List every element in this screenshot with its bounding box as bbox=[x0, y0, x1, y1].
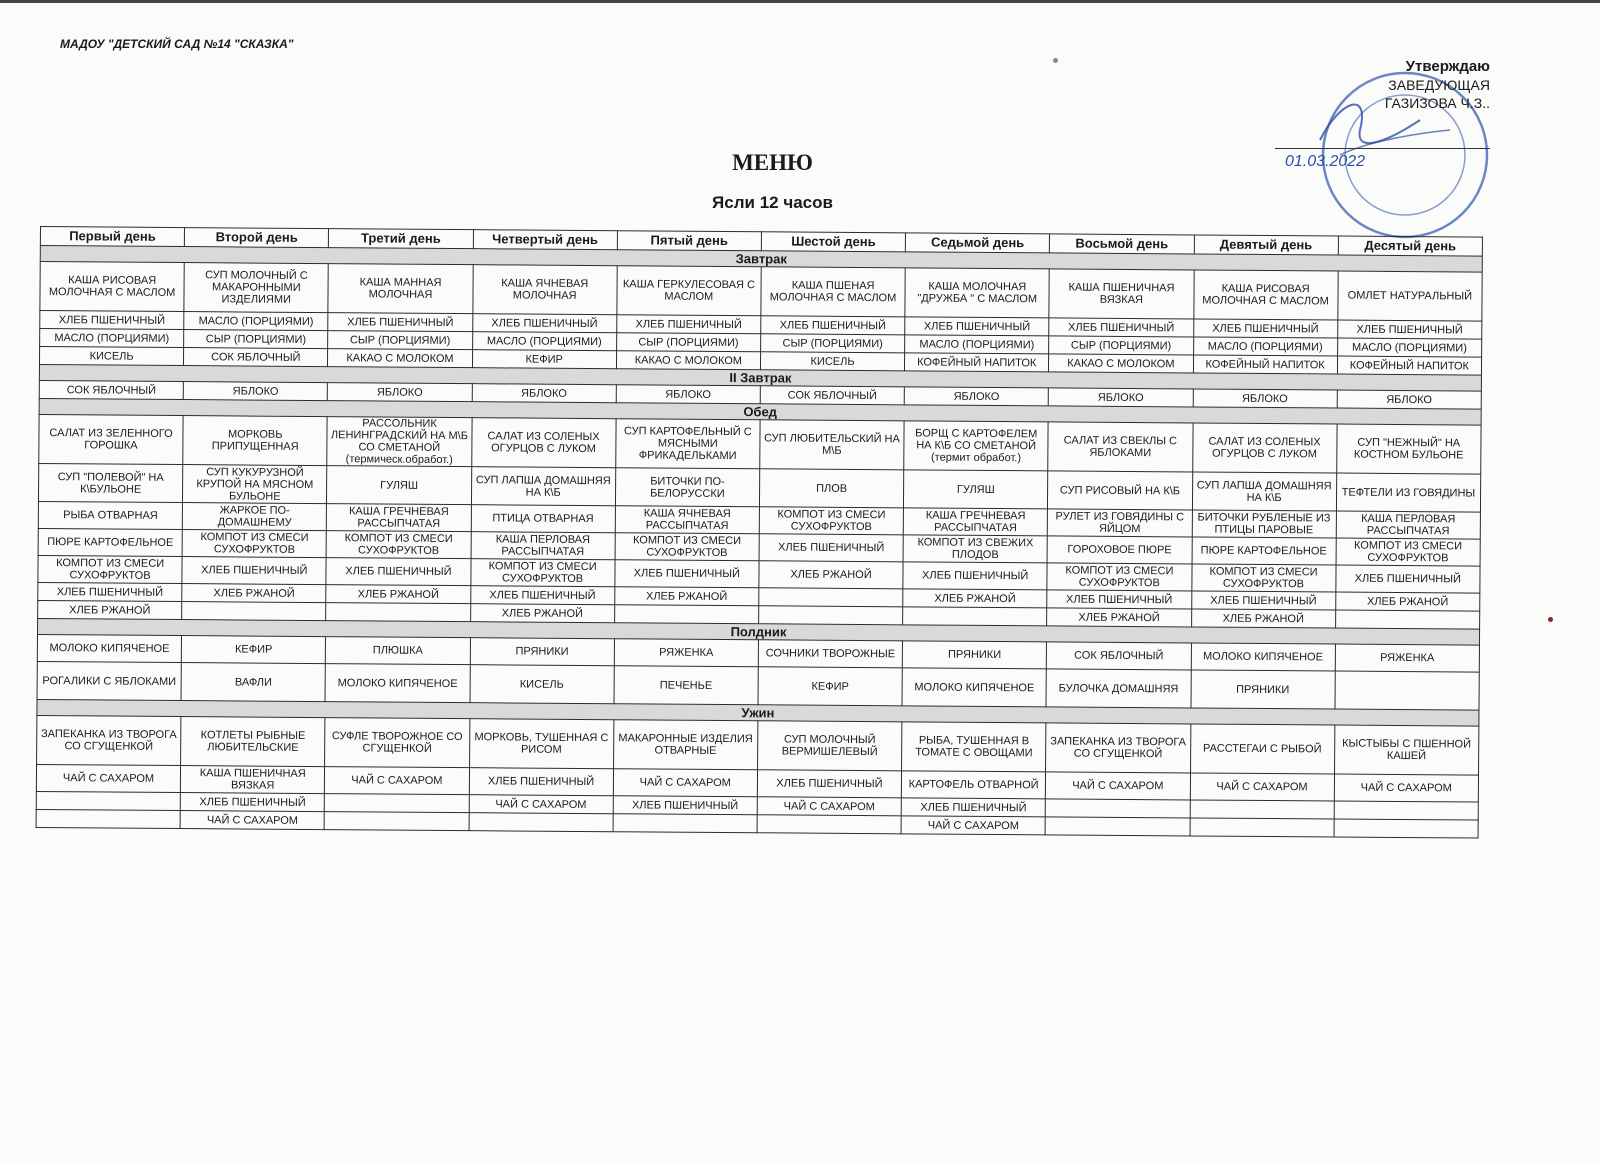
day-header: Четвертый день bbox=[473, 230, 617, 250]
menu-cell: КОМПОТ ИЗ СМЕСИ СУХОФРУКТОВ bbox=[182, 530, 326, 558]
menu-cell: КЫСТЫБЫ С ПШЕННОЙ КАШЕЙ bbox=[1334, 725, 1479, 775]
menu-cell: СУП МОЛОЧНЫЙ С МАКАРОННЫМИ ИЗДЕЛИЯМИ bbox=[184, 263, 329, 313]
menu-cell: ХЛЕБ ПШЕНИЧНЫЙ bbox=[40, 311, 184, 330]
menu-cell: КАША ЯЧНЕВАЯ РАССЫПЧАТАЯ bbox=[615, 506, 759, 534]
scan-speck bbox=[1548, 617, 1553, 622]
menu-cell bbox=[903, 607, 1047, 626]
menu-cell: СУП "НЕЖНЫЙ" НА КОСТНОМ БУЛЬОНЕ bbox=[1336, 424, 1481, 474]
menu-cell: КЕФИР bbox=[758, 667, 902, 706]
menu-cell: ХЛЕБ ПШЕНИЧНЫЙ bbox=[757, 770, 901, 798]
menu-cell: РЯЖЕНКА bbox=[1335, 644, 1480, 672]
menu-cell: СЫР (ПОРЦИЯМИ) bbox=[1049, 336, 1193, 355]
menu-cell: САЛАТ ИЗ СОЛЕНЫХ ОГУРЦОВ С ЛУКОМ bbox=[1192, 423, 1337, 473]
menu-cell: КИСЕЛЬ bbox=[39, 347, 183, 366]
day-header: Десятый день bbox=[1338, 236, 1482, 256]
menu-cell: КЕФИР bbox=[181, 636, 325, 664]
menu-cell: МАСЛО (ПОРЦИЯМИ) bbox=[1193, 337, 1337, 356]
menu-cell: КАША ГЕРКУЛЕСОВАЯ С МАСЛОМ bbox=[617, 266, 762, 316]
menu-cell: СЫР (ПОРЦИЯМИ) bbox=[761, 334, 905, 353]
menu-cell: ЯБЛОКО bbox=[1049, 388, 1193, 407]
menu-cell: ЯБЛОКО bbox=[328, 383, 472, 402]
day-header: Восьмой день bbox=[1050, 234, 1194, 254]
menu-cell: РОГАЛИКИ С ЯБЛОКАМИ bbox=[37, 661, 181, 700]
menu-cell: ХЛЕБ ПШЕНИЧНЫЙ bbox=[901, 798, 1045, 817]
day-header: Первый день bbox=[40, 227, 184, 247]
menu-cell: ЯБЛОКО bbox=[904, 387, 1048, 406]
approval-label: Утверждаю bbox=[1405, 58, 1490, 75]
menu-cell: ХЛЕБ РЖАНОЙ bbox=[182, 584, 326, 603]
menu-cell: КОФЕЙНЫЙ НАПИТОК bbox=[1337, 356, 1481, 375]
menu-cell: ЯБЛОКО bbox=[472, 384, 616, 403]
menu-cell: ПЕЧЕНЬЕ bbox=[614, 666, 758, 705]
menu-cell: ОМЛЕТ НАТУРАЛЬНЫЙ bbox=[1338, 271, 1483, 321]
menu-cell: ЧАЙ С САХАРОМ bbox=[469, 795, 613, 814]
menu-body bbox=[36, 246, 1482, 839]
page-title: МЕНЮ bbox=[732, 150, 813, 175]
menu-cell: САЛАТ ИЗ СВЕКЛЫ С ЯБЛОКАМИ bbox=[1048, 422, 1193, 472]
menu-cell: ЧАЙ С САХАРОМ bbox=[180, 811, 324, 830]
day-header: Третий день bbox=[329, 229, 473, 249]
menu-cell: ХЛЕБ ПШЕНИЧНЫЙ bbox=[182, 557, 326, 585]
menu-cell: МАСЛО (ПОРЦИЯМИ) bbox=[472, 332, 616, 351]
menu-cell bbox=[326, 603, 470, 622]
menu-cell: ВАФЛИ bbox=[181, 663, 325, 702]
menu-cell: КАША ЯЧНЕВАЯ МОЛОЧНАЯ bbox=[472, 265, 617, 315]
approval-block bbox=[1285, 58, 1490, 170]
menu-cell: ХЛЕБ РЖАНОЙ bbox=[759, 561, 903, 589]
menu-cell: КОМПОТ ИЗ СМЕСИ СУХОФРУКТОВ bbox=[38, 555, 182, 583]
menu-cell: ХЛЕБ ПШЕНИЧНЫЙ bbox=[761, 316, 905, 335]
menu-cell: СУП КАРТОФЕЛЬНЫЙ С МЯСНЫМИ ФРИКАДЕЛЬКАМИ bbox=[615, 419, 760, 469]
menu-cell: ХЛЕБ ПШЕНИЧНЫЙ bbox=[905, 317, 1049, 336]
menu-cell: ЧАЙ С САХАРОМ bbox=[1046, 772, 1190, 800]
meal-section-title: II Завтрак bbox=[39, 364, 1481, 391]
menu-cell: СУП ЛАПША ДОМАШНЯЯ НА К\Б bbox=[471, 467, 615, 506]
menu-cell bbox=[1046, 799, 1190, 818]
menu-cell bbox=[759, 606, 903, 625]
menu-cell bbox=[36, 791, 180, 810]
menu-cell: СЫР (ПОРЦИЯМИ) bbox=[328, 331, 472, 350]
menu-cell bbox=[1335, 610, 1479, 629]
menu-cell: КОМПОТ ИЗ СМЕСИ СУХОФРУКТОВ bbox=[1336, 538, 1481, 566]
menu-cell: ХЛЕБ РЖАНОЙ bbox=[614, 587, 758, 606]
day-header: Шестой день bbox=[761, 232, 905, 252]
menu-cell: КАКАО С МОЛОКОМ bbox=[1049, 354, 1193, 373]
menu-cell: ХЛЕБ РЖАНОЙ bbox=[903, 589, 1047, 608]
menu-cell: ЧАЙ С САХАРОМ bbox=[1190, 773, 1334, 801]
menu-cell bbox=[614, 605, 758, 624]
menu-cell bbox=[1334, 819, 1478, 838]
menu-cell: МАСЛО (ПОРЦИЯМИ) bbox=[1337, 338, 1481, 357]
menu-cell: ПРЯНИКИ bbox=[470, 638, 614, 666]
day-header: Седьмой день bbox=[905, 233, 1049, 253]
menu-cell: КАША ПШЕНАЯ МОЛОЧНАЯ С МАСЛОМ bbox=[761, 267, 906, 317]
menu-cell: КАША ПЕРЛОВАЯ РАССЫПЧАТАЯ bbox=[471, 532, 615, 560]
menu-cell: ПРЯНИКИ bbox=[902, 641, 1046, 669]
menu-cell: ЯБЛОКО bbox=[616, 385, 760, 404]
menu-cell bbox=[1190, 818, 1334, 837]
menu-cell: БИТОЧКИ ПО-БЕЛОРУССКИ bbox=[615, 468, 759, 507]
menu-cell: КАША ГРЕЧНЕВАЯ РАССЫПЧАТАЯ bbox=[327, 504, 471, 532]
menu-cell: СУП РИСОВЫЙ НА К\Б bbox=[1048, 471, 1192, 510]
menu-cell: КАША МАННАЯ МОЛОЧНАЯ bbox=[328, 264, 473, 314]
menu-cell: МОРКОВЬ ПРИПУЩЕННАЯ bbox=[183, 416, 328, 466]
menu-cell: КИСЕЛЬ bbox=[470, 665, 614, 704]
menu-cell bbox=[1334, 801, 1478, 820]
menu-cell: ХЛЕБ ПШЕНИЧНЫЙ bbox=[1193, 319, 1337, 338]
menu-cell bbox=[757, 815, 901, 834]
menu-cell: РУЛЕТ ИЗ ГОВЯДИНЫ С ЯЙЦОМ bbox=[1048, 509, 1192, 537]
menu-cell: СОЧНИКИ ТВОРОЖНЫЕ bbox=[758, 640, 902, 668]
menu-cell: ХЛЕБ РЖАНОЙ bbox=[470, 604, 614, 623]
menu-cell: КАША РИСОВАЯ МОЛОЧНАЯ С МАСЛОМ bbox=[40, 262, 185, 312]
menu-cell: ГОРОХОВОЕ ПЮРЕ bbox=[1047, 536, 1191, 564]
menu-cell: ЯБЛОКО bbox=[183, 382, 327, 401]
menu-cell: ПТИЦА ОТВАРНАЯ bbox=[471, 505, 615, 533]
menu-cell: ХЛЕБ ПШЕНИЧНЫЙ bbox=[613, 796, 757, 815]
menu-cell: ХЛЕБ ПШЕНИЧНЫЙ bbox=[38, 582, 182, 601]
menu-cell: САЛАТ ИЗ ЗЕЛЕННОГО ГОРОШКА bbox=[39, 414, 184, 464]
menu-cell: МАСЛО (ПОРЦИЯМИ) bbox=[184, 312, 328, 331]
menu-cell: БОРЩ С КАРТОФЕЛЕМ НА К\Б СО СМЕТАНОЙ (термит обработ.) bbox=[904, 421, 1049, 471]
menu-cell: ГУЛЯШ bbox=[327, 466, 471, 505]
menu-cell: ЧАЙ С САХАРОМ bbox=[757, 797, 901, 816]
menu-cell: ХЛЕБ ПШЕНИЧНЫЙ bbox=[326, 558, 470, 586]
menu-cell: КАРТОФЕЛЬ ОТВАРНОЙ bbox=[901, 771, 1045, 799]
menu-cell: ХЛЕБ ПШЕНИЧНЫЙ bbox=[1337, 320, 1481, 339]
organization-name: МАДОУ "ДЕТСКИЙ САД №14 "СКАЗКА" bbox=[60, 37, 294, 51]
meal-section-title: Обед bbox=[39, 398, 1481, 425]
menu-cell: ХЛЕБ РЖАНОЙ bbox=[38, 600, 182, 619]
menu-cell: МОЛОКО КИПЯЧЕНОЕ bbox=[902, 668, 1046, 707]
menu-cell: МАСЛО (ПОРЦИЯМИ) bbox=[40, 329, 184, 348]
menu-cell bbox=[325, 794, 469, 813]
menu-cell: МАКАРОННЫЕ ИЗДЕЛИЯ ОТВАРНЫЕ bbox=[613, 720, 758, 770]
menu-cell: СУП "ПОЛЕВОЙ" НА К\БУЛЬОНЕ bbox=[38, 463, 182, 502]
menu-cell bbox=[469, 813, 613, 832]
menu-cell: КАША ПШЕНИЧНАЯ ВЯЗКАЯ bbox=[181, 766, 325, 794]
menu-cell: ПРЯНИКИ bbox=[1190, 670, 1334, 709]
menu-cell bbox=[759, 588, 903, 607]
menu-cell bbox=[324, 812, 468, 831]
menu-cell: БУЛОЧКА ДОМАШНЯЯ bbox=[1046, 669, 1190, 708]
menu-cell: ЧАЙ С САХАРОМ bbox=[1334, 774, 1479, 802]
menu-cell: ЧАЙ С САХАРОМ bbox=[613, 769, 757, 797]
menu-cell: СУП ЛЮБИТЕЛЬСКИЙ НА М\Б bbox=[760, 420, 905, 470]
menu-cell: СЫР (ПОРЦИЯМИ) bbox=[184, 330, 328, 349]
approval-name: ГАЗИЗОВА Ч.З.. bbox=[1384, 95, 1490, 111]
menu-cell: КОМПОТ ИЗ СМЕСИ СУХОФРУКТОВ bbox=[759, 507, 903, 535]
page-subtitle: Ясли 12 часов bbox=[712, 193, 833, 212]
menu-cell: СУП МОЛОЧНЫЙ ВЕРМИШЕЛЕВЫЙ bbox=[757, 721, 902, 771]
menu-cell: КИСЕЛЬ bbox=[760, 352, 904, 371]
menu-cell bbox=[182, 602, 326, 621]
menu-cell: ПЮРЕ КАРТОФЕЛЬНОЕ bbox=[38, 528, 182, 556]
meal-section-title: Ужин bbox=[37, 699, 1479, 726]
menu-cell: ЗАПЕКАНКА ИЗ ТВОРОГА СО СГУЩЕНКОЙ bbox=[37, 715, 182, 765]
menu-cell: ГУЛЯШ bbox=[904, 470, 1048, 509]
menu-cell: КОМПОТ ИЗ СВЕЖИХ ПЛОДОВ bbox=[903, 535, 1047, 563]
menu-cell: ЯБЛОКО bbox=[1337, 390, 1481, 409]
menu-cell: КАША ГРЕЧНЕВАЯ РАССЫПЧАТАЯ bbox=[903, 508, 1047, 536]
menu-cell: КАША МОЛОЧНАЯ "ДРУЖБА " С МАСЛОМ bbox=[905, 268, 1050, 318]
menu-cell: КЕФИР bbox=[472, 350, 616, 369]
menu-cell: СУП ЛАПША ДОМАШНЯЯ НА К\Б bbox=[1192, 472, 1336, 511]
menu-cell: КОМПОТ ИЗ СМЕСИ СУХОФРУКТОВ bbox=[1191, 564, 1335, 592]
menu-cell: ХЛЕБ ПШЕНИЧНЫЙ bbox=[470, 586, 614, 605]
day-header: Девятый день bbox=[1194, 235, 1338, 255]
menu-cell: МОЛОКО КИПЯЧЕНОЕ bbox=[325, 664, 469, 703]
menu-cell bbox=[1335, 671, 1480, 710]
signature-line bbox=[1275, 148, 1490, 149]
menu-cell: КАКАО С МОЛОКОМ bbox=[328, 349, 472, 368]
menu-cell: ЖАРКОЕ ПО-ДОМАШНЕМУ bbox=[182, 503, 326, 531]
menu-cell: СУФЛЕ ТВОРОЖНОЕ СО СГУЩЕНКОЙ bbox=[325, 718, 470, 768]
menu-cell: ХЛЕБ ПШЕНИЧНЫЙ bbox=[903, 562, 1047, 590]
menu-cell: КАКАО С МОЛОКОМ bbox=[616, 351, 760, 370]
menu-cell: ХЛЕБ РЖАНОЙ bbox=[326, 585, 470, 604]
menu-cell: ЧАЙ С САХАРОМ bbox=[325, 767, 469, 795]
menu-cell bbox=[613, 814, 757, 833]
scan-speck bbox=[1053, 58, 1058, 63]
menu-cell bbox=[36, 809, 180, 828]
menu-cell: ХЛЕБ РЖАНОЙ bbox=[1191, 609, 1335, 628]
menu-cell: ХЛЕБ ПШЕНИЧНЫЙ bbox=[180, 793, 324, 812]
menu-cell: МОЛОКО КИПЯЧЕНОЕ bbox=[37, 634, 181, 662]
menu-cell: РАССТЕГАИ С РЫБОЙ bbox=[1190, 724, 1335, 774]
menu-cell: ХЛЕБ ПШЕНИЧНЫЙ bbox=[615, 560, 759, 588]
menu-table-wrapper bbox=[36, 226, 1483, 839]
menu-cell: СУП КУКУРУЗНОЙ КРУПОЙ НА МЯСНОМ БУЛЬОНЕ bbox=[183, 465, 327, 504]
menu-cell: БИТОЧКИ РУБЛЕНЫЕ ИЗ ПТИЦЫ ПАРОВЫЕ bbox=[1192, 510, 1336, 538]
menu-cell: МОЛОКО КИПЯЧЕНОЕ bbox=[1191, 643, 1335, 671]
day-header: Пятый день bbox=[617, 231, 761, 251]
meal-section-title: Полдник bbox=[38, 618, 1480, 645]
menu-cell: ХЛЕБ ПШЕНИЧНЫЙ bbox=[472, 314, 616, 333]
menu-cell: ХЛЕБ ПШЕНИЧНЫЙ bbox=[759, 534, 903, 562]
menu-cell: МОРКОВЬ, ТУШЕННАЯ С РИСОМ bbox=[469, 719, 614, 769]
menu-cell: ХЛЕБ ПШЕНИЧНЫЙ bbox=[616, 315, 760, 334]
menu-cell: РЯЖЕНКА bbox=[614, 639, 758, 667]
menu-cell: ЯБЛОКО bbox=[1193, 389, 1337, 408]
menu-cell: КОМПОТ ИЗ СМЕСИ СУХОФРУКТОВ bbox=[1047, 563, 1191, 591]
menu-cell: КОФЕЙНЫЙ НАПИТОК bbox=[1193, 355, 1337, 374]
menu-cell: САЛАТ ИЗ СОЛЕНЫХ ОГУРЦОВ С ЛУКОМ bbox=[471, 418, 616, 468]
menu-cell: РАССОЛЬНИК ЛЕНИНГРАДСКИЙ НА М\Б СО СМЕТАНОЙ (термическ.обработ.) bbox=[327, 417, 472, 467]
menu-cell: МАСЛО (ПОРЦИЯМИ) bbox=[905, 335, 1049, 354]
meal-section-title: Завтрак bbox=[40, 246, 1482, 273]
menu-cell bbox=[1190, 800, 1334, 819]
menu-cell: ХЛЕБ ПШЕНИЧНЫЙ bbox=[469, 768, 613, 796]
menu-cell: ХЛЕБ ПШЕНИЧНЫЙ bbox=[1047, 590, 1191, 609]
menu-cell: КОТЛЕТЫ РЫБНЫЕ ЛЮБИТЕЛЬСКИЕ bbox=[181, 717, 326, 767]
menu-cell: ЧАЙ С САХАРОМ bbox=[901, 816, 1045, 835]
page-top-edge bbox=[0, 0, 1600, 3]
menu-cell: ХЛЕБ РЖАНОЙ bbox=[1335, 592, 1479, 611]
menu-cell: СЫР (ПОРЦИЯМИ) bbox=[616, 333, 760, 352]
menu-cell: ПЛЮШКА bbox=[326, 637, 470, 665]
menu-cell: СОК ЯБЛОЧНЫЙ bbox=[760, 386, 904, 405]
menu-cell: КАША РИСОВАЯ МОЛОЧНАЯ С МАСЛОМ bbox=[1193, 270, 1338, 320]
menu-cell: ХЛЕБ ПШЕНИЧНЫЙ bbox=[1191, 591, 1335, 610]
menu-cell: ЧАЙ С САХАРОМ bbox=[36, 764, 180, 792]
menu-cell: КОФЕЙНЫЙ НАПИТОК bbox=[905, 353, 1049, 372]
menu-cell: СОК ЯБЛОЧНЫЙ bbox=[39, 380, 183, 399]
menu-cell: КОМПОТ ИЗ СМЕСИ СУХОФРУКТОВ bbox=[326, 531, 470, 559]
approval-position: ЗАВЕДУЮЩАЯ bbox=[1388, 77, 1490, 93]
menu-cell: ТЕФТЕЛИ ИЗ ГОВЯДИНЫ bbox=[1336, 473, 1481, 512]
menu-cell: КОМПОТ ИЗ СМЕСИ СУХОФРУКТОВ bbox=[615, 533, 759, 561]
menu-cell: СОК ЯБЛОЧНЫЙ bbox=[1047, 642, 1191, 670]
menu-table bbox=[36, 226, 1483, 839]
day-header: Второй день bbox=[185, 228, 329, 248]
menu-cell bbox=[1045, 817, 1189, 836]
menu-cell: ПЮРЕ КАРТОФЕЛЬНОЕ bbox=[1192, 537, 1336, 565]
menu-cell: ЗАПЕКАНКА ИЗ ТВОРОГА СО СГУЩЕНКОЙ bbox=[1046, 723, 1191, 773]
menu-cell: РЫБА, ТУШЕННАЯ В ТОМАТЕ С ОВОЩАМИ bbox=[902, 722, 1047, 772]
menu-cell: СОК ЯБЛОЧНЫЙ bbox=[184, 348, 328, 367]
menu-cell: ХЛЕБ ПШЕНИЧНЫЙ bbox=[1336, 565, 1481, 593]
menu-cell: ХЛЕБ ПШЕНИЧНЫЙ bbox=[328, 313, 472, 332]
menu-cell: РЫБА ОТВАРНАЯ bbox=[38, 501, 182, 529]
menu-cell: ХЛЕБ ПШЕНИЧНЫЙ bbox=[1049, 318, 1193, 337]
menu-cell: КАША ПШЕНИЧНАЯ ВЯЗКАЯ bbox=[1049, 269, 1194, 319]
menu-cell: КАША ПЕРЛОВАЯ РАССЫПЧАТАЯ bbox=[1336, 511, 1481, 539]
approval-date: 01.03.2022 bbox=[1285, 153, 1366, 170]
menu-cell: ХЛЕБ РЖАНОЙ bbox=[1047, 608, 1191, 627]
menu-cell: КОМПОТ ИЗ СМЕСИ СУХОФРУКТОВ bbox=[470, 559, 614, 587]
menu-cell: ПЛОВ bbox=[759, 469, 903, 508]
